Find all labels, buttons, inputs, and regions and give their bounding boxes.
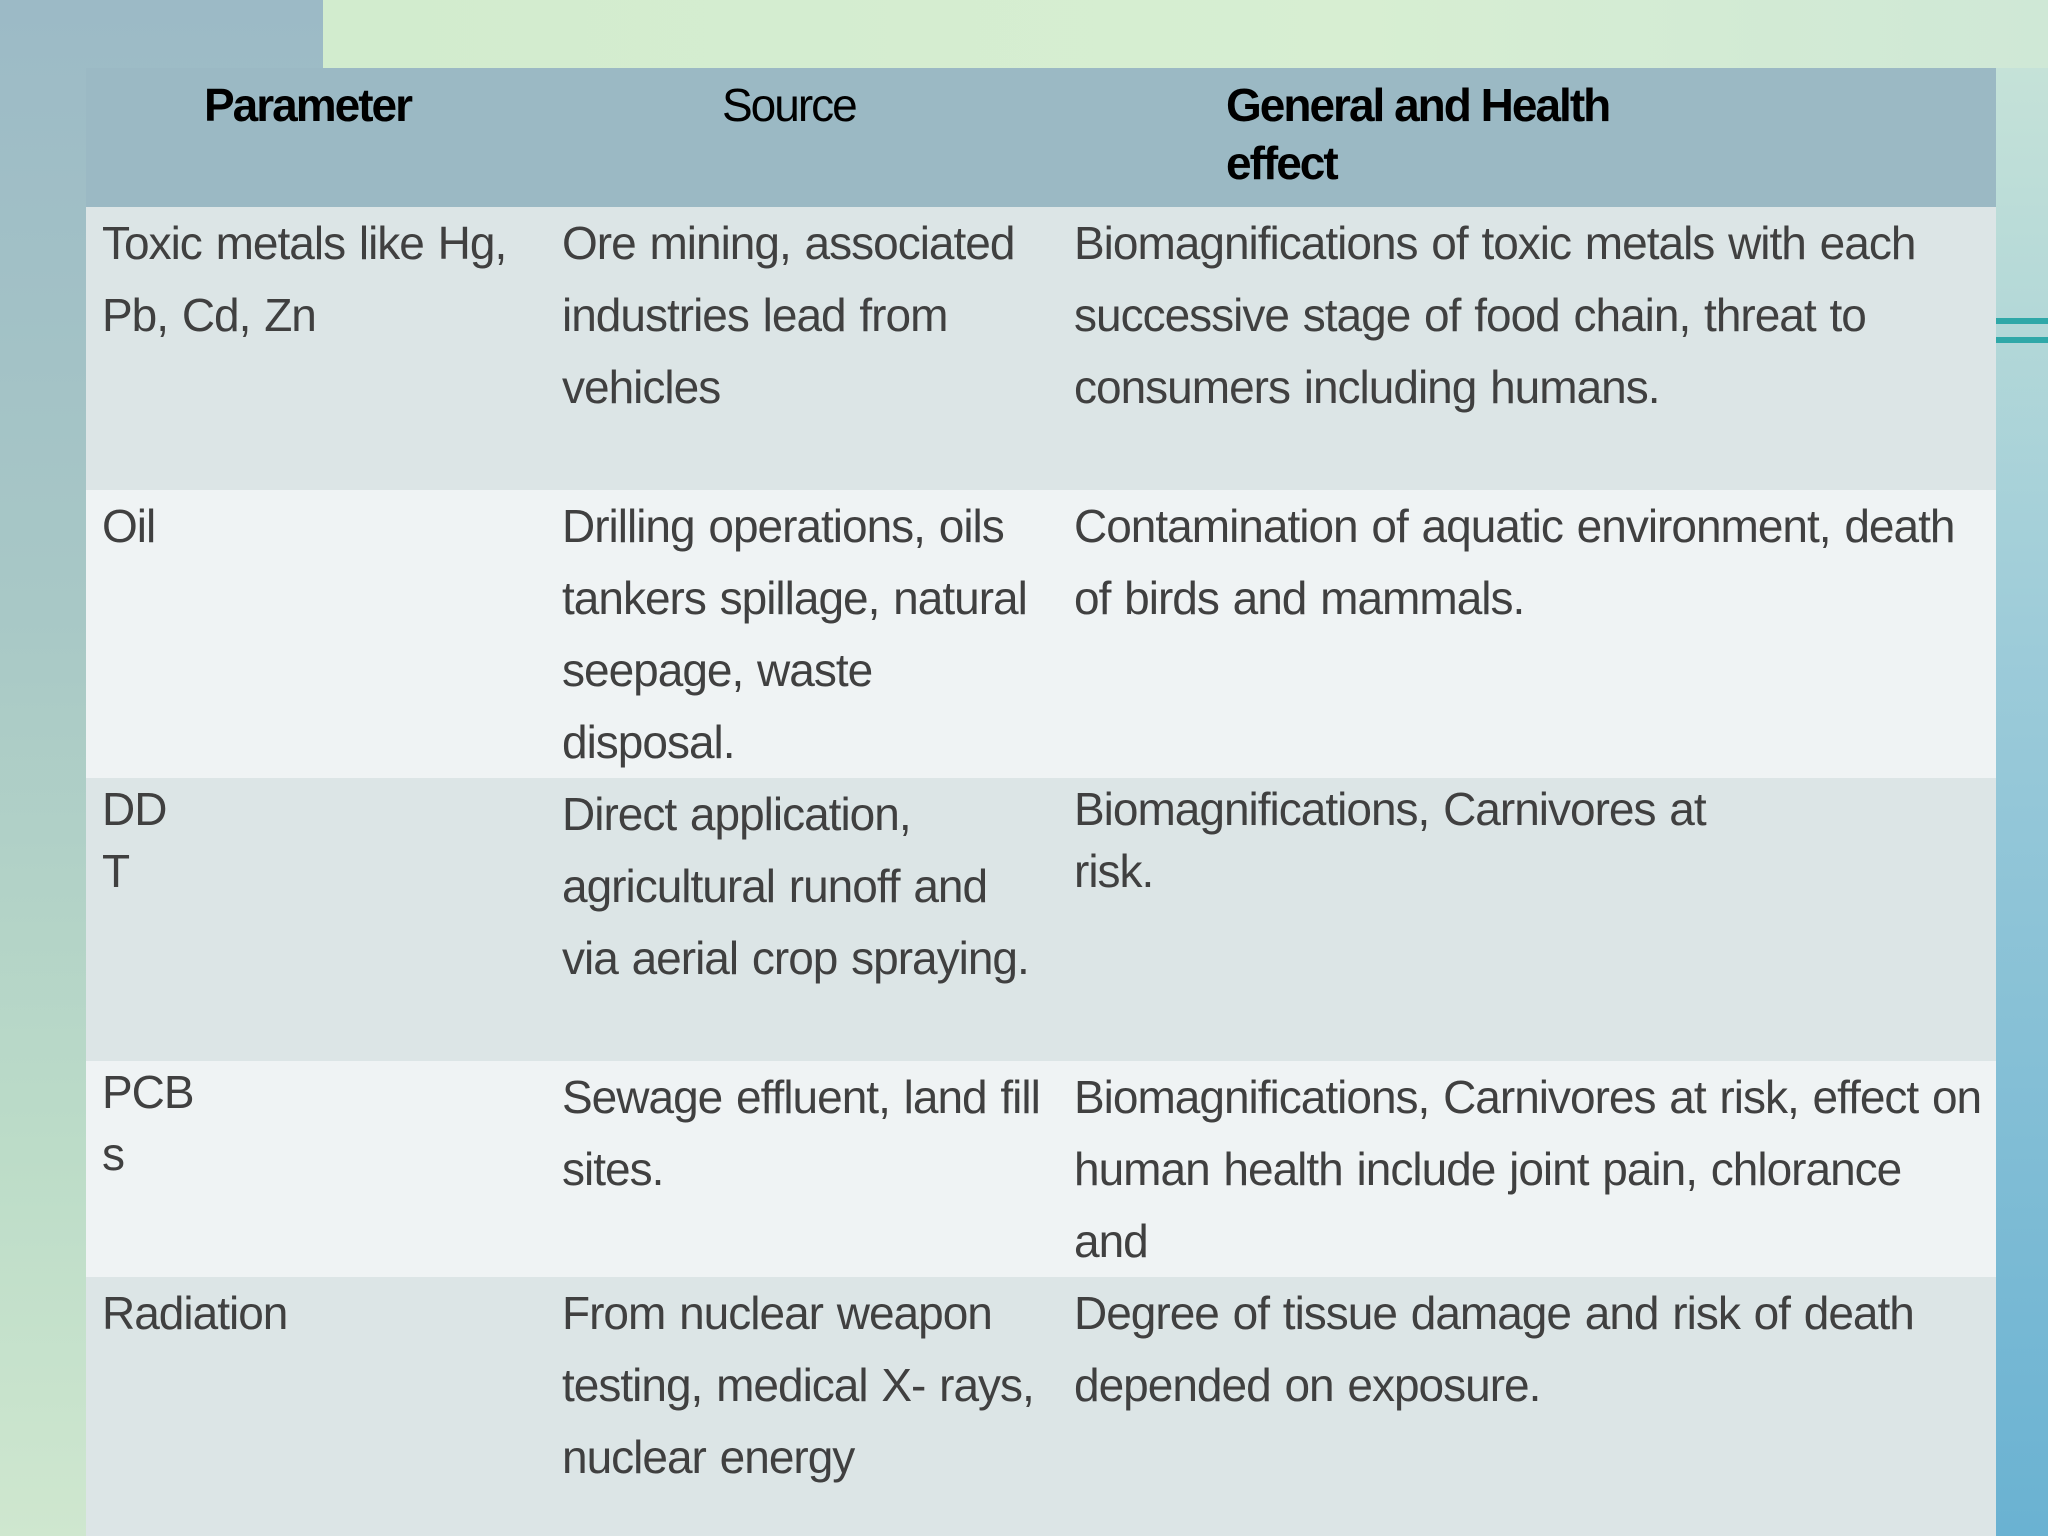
cell-parameter: Toxic metals like Hg, Pb, Cd, Zn — [86, 207, 546, 490]
table-row — [86, 1277, 1996, 1536]
table-row — [86, 207, 1996, 490]
header-effect-text: General and Health effect — [1226, 79, 1610, 189]
cell-effect: Biomagnifications of toxic metals with each successive stage of food chain, threat to consumers including humans. — [1058, 207, 1996, 490]
cell-source: From nuclear weapon testing, medical X- rays, nuclear energy — [546, 1277, 1058, 1536]
table-row — [86, 490, 1996, 778]
cell-parameter: Radiation — [86, 1277, 546, 1536]
accent-line — [1996, 337, 2048, 343]
background-right-panel — [1996, 68, 2048, 1536]
pollutant-table — [86, 68, 1996, 1536]
cell-effect — [1058, 778, 1996, 1061]
header-parameter: Parameter — [86, 68, 546, 207]
cell-effect: Contamination of aquatic environment, death of birds and mammals. — [1058, 490, 1996, 778]
background-top-band — [323, 0, 2048, 68]
table-row — [86, 1061, 1996, 1277]
cell-parameter — [86, 778, 546, 1061]
header-source: Source — [546, 68, 1058, 207]
cell-effect-text: Biomagnifications, Carnivores at risk. — [1074, 783, 1706, 897]
cell-source: Drilling operations, oils tankers spillage, natural seepage, waste disposal. — [546, 490, 1058, 778]
cell-parameter-text: DDT — [102, 783, 167, 897]
table-row — [86, 778, 1996, 1061]
header-effect — [1058, 68, 1996, 207]
table-header-row — [86, 68, 1996, 207]
cell-effect: Biomagnifications, Carnivores at risk, effect on human health include joint pain, chlorance and — [1058, 1061, 1996, 1277]
cell-source: Sewage effluent, land fill sites. — [546, 1061, 1058, 1277]
cell-effect: Degree of tissue damage and risk of death depended on exposure. — [1058, 1277, 1996, 1536]
cell-parameter-text: Oil — [102, 500, 156, 552]
accent-line — [1996, 318, 2048, 324]
cell-parameter-text: PCBs — [102, 1066, 194, 1180]
cell-source: Direct application, agricultural runoff and via aerial crop spraying. — [546, 778, 1058, 1061]
cell-parameter — [86, 1061, 546, 1277]
cell-parameter — [86, 490, 546, 778]
cell-source: Ore mining, associated industries lead from vehicles — [546, 207, 1058, 490]
